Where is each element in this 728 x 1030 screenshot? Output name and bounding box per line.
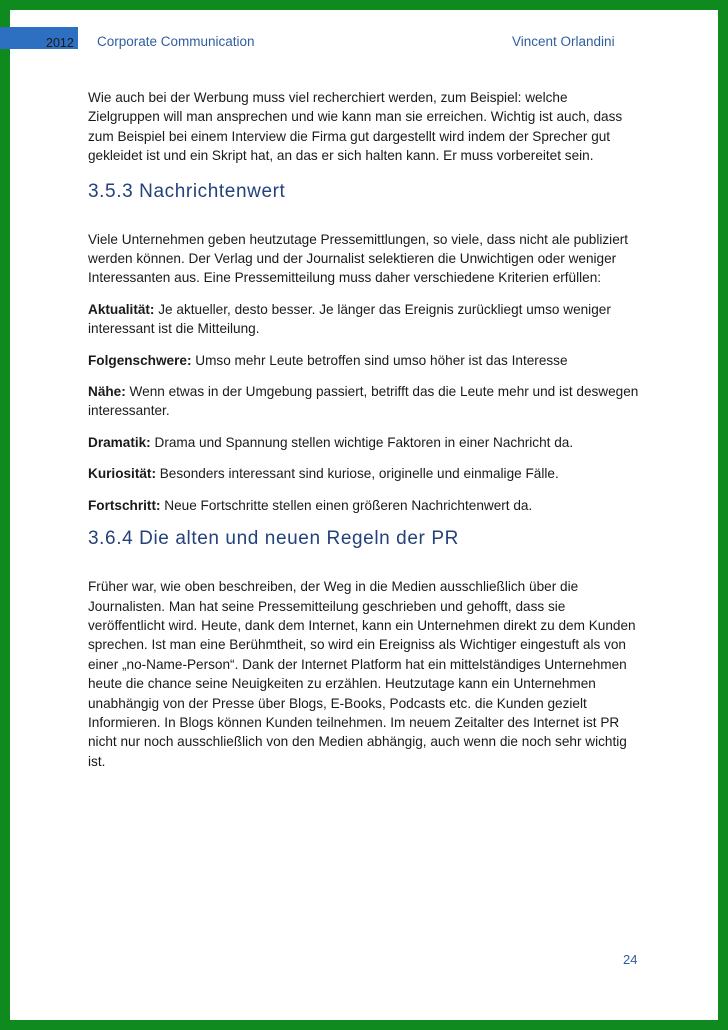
page-number: 24 xyxy=(623,952,638,967)
criterion-fortschritt xyxy=(88,496,640,515)
page-content xyxy=(88,88,640,771)
criterion-aktualitaet xyxy=(88,300,640,339)
criterion-term: Aktualität: xyxy=(88,301,155,317)
header-year: 2012 xyxy=(46,36,74,50)
header-author: Vincent Orlandini xyxy=(512,34,615,49)
header-title: Corporate Communication xyxy=(97,34,255,49)
criterion-text: Besonders interessant sind kuriose, originelle und einmalige Fälle. xyxy=(155,466,559,482)
criterion-term: Folgenschwere: xyxy=(88,352,192,368)
criterion-text: Drama und Spannung stellen wichtige Faktoren in einer Nachricht da. xyxy=(150,434,574,450)
criterion-text: Je aktueller, desto besser. Je länger das Ereignis zurückliegt umso weniger interessant ist die Mitteilung. xyxy=(88,301,611,337)
criterion-term: Fortschritt: xyxy=(88,497,161,513)
criterion-text: Wenn etwas in der Umgebung passiert, betrifft das die Leute mehr und ist deswegen interessanter. xyxy=(88,384,639,419)
criterion-dramatik xyxy=(88,433,640,452)
criterion-naehe xyxy=(88,382,640,421)
criterion-text: Umso mehr Leute betroffen sind umso höher ist das Interesse xyxy=(191,352,568,368)
section1-paragraph: Viele Unternehmen geben heutzutage Pressemittlungen, so viele, dass nicht ale publiziert werden können. Der Verlag und der Journalist selektieren die Unwichtigen oder weniger Interessanten aus. Eine Pressemitteilung muss daher verschiedene Kriterien erfüllen: xyxy=(88,231,629,286)
section-heading-nachrichtenwert: 3.5.3 Nachrichtenwert xyxy=(88,180,286,202)
intro-paragraph: Wie auch bei der Werbung muss viel recherchiert werden, zum Beispiel: welche Zielgruppen will man ansprechen und wie kann man sie erreichen. Wichtig ist auch, dass zum Beispiel bei einem Interview die Firma gut dargestellt wird indem der Sprecher gut gekleidet ist und ein Skript hat, an das er sich halten kann. Er muss vorbereitet sein. xyxy=(88,90,623,164)
criterion-term: Nähe: xyxy=(88,384,126,400)
criterion-term: Dramatik: xyxy=(88,434,151,450)
section2-paragraph: Früher war, wie oben beschreiben, der Weg in die Medien ausschließlich über die Journalisten. Man hat seine Pressemitteilung geschrieben und gehofft, dass sie veröffentlicht wird. Heute, dank dem Internet, kann ein Unternehmen direkt zu dem Kunden sprechen. Ist man eine Berühmtheit, so wird ein Ereigniss als Wichtiger eingestuft als von einer „no-Name-Person“. Dank der Internet Platform hat ein mittelständiges Unternehmen heute die chance seine Neuigkeiten zu erzählen. Heutzutage kann ein Unternehmen unabhängig von der Presse über Blogs, E-Books, Podcasts etc. die Kunden gezielt Informieren. In Blogs können Kunden teilnehmen. Im neuem Zeitalter des Internet ist PR nicht nur noch ausschließlich von den Medien abhängig, auch wenn die noch sehr wichtig ist. xyxy=(88,579,636,769)
criterion-text: Neue Fortschritte stellen einen größeren Nachrichtenwert da. xyxy=(160,497,533,513)
criterion-kuriositaet xyxy=(88,464,640,483)
section-heading-regeln-der-pr: 3.6.4 Die alten und neuen Regeln der PR xyxy=(88,528,459,550)
criterion-folgenschwere xyxy=(88,351,640,370)
criterion-term: Kuriosität: xyxy=(88,466,156,482)
